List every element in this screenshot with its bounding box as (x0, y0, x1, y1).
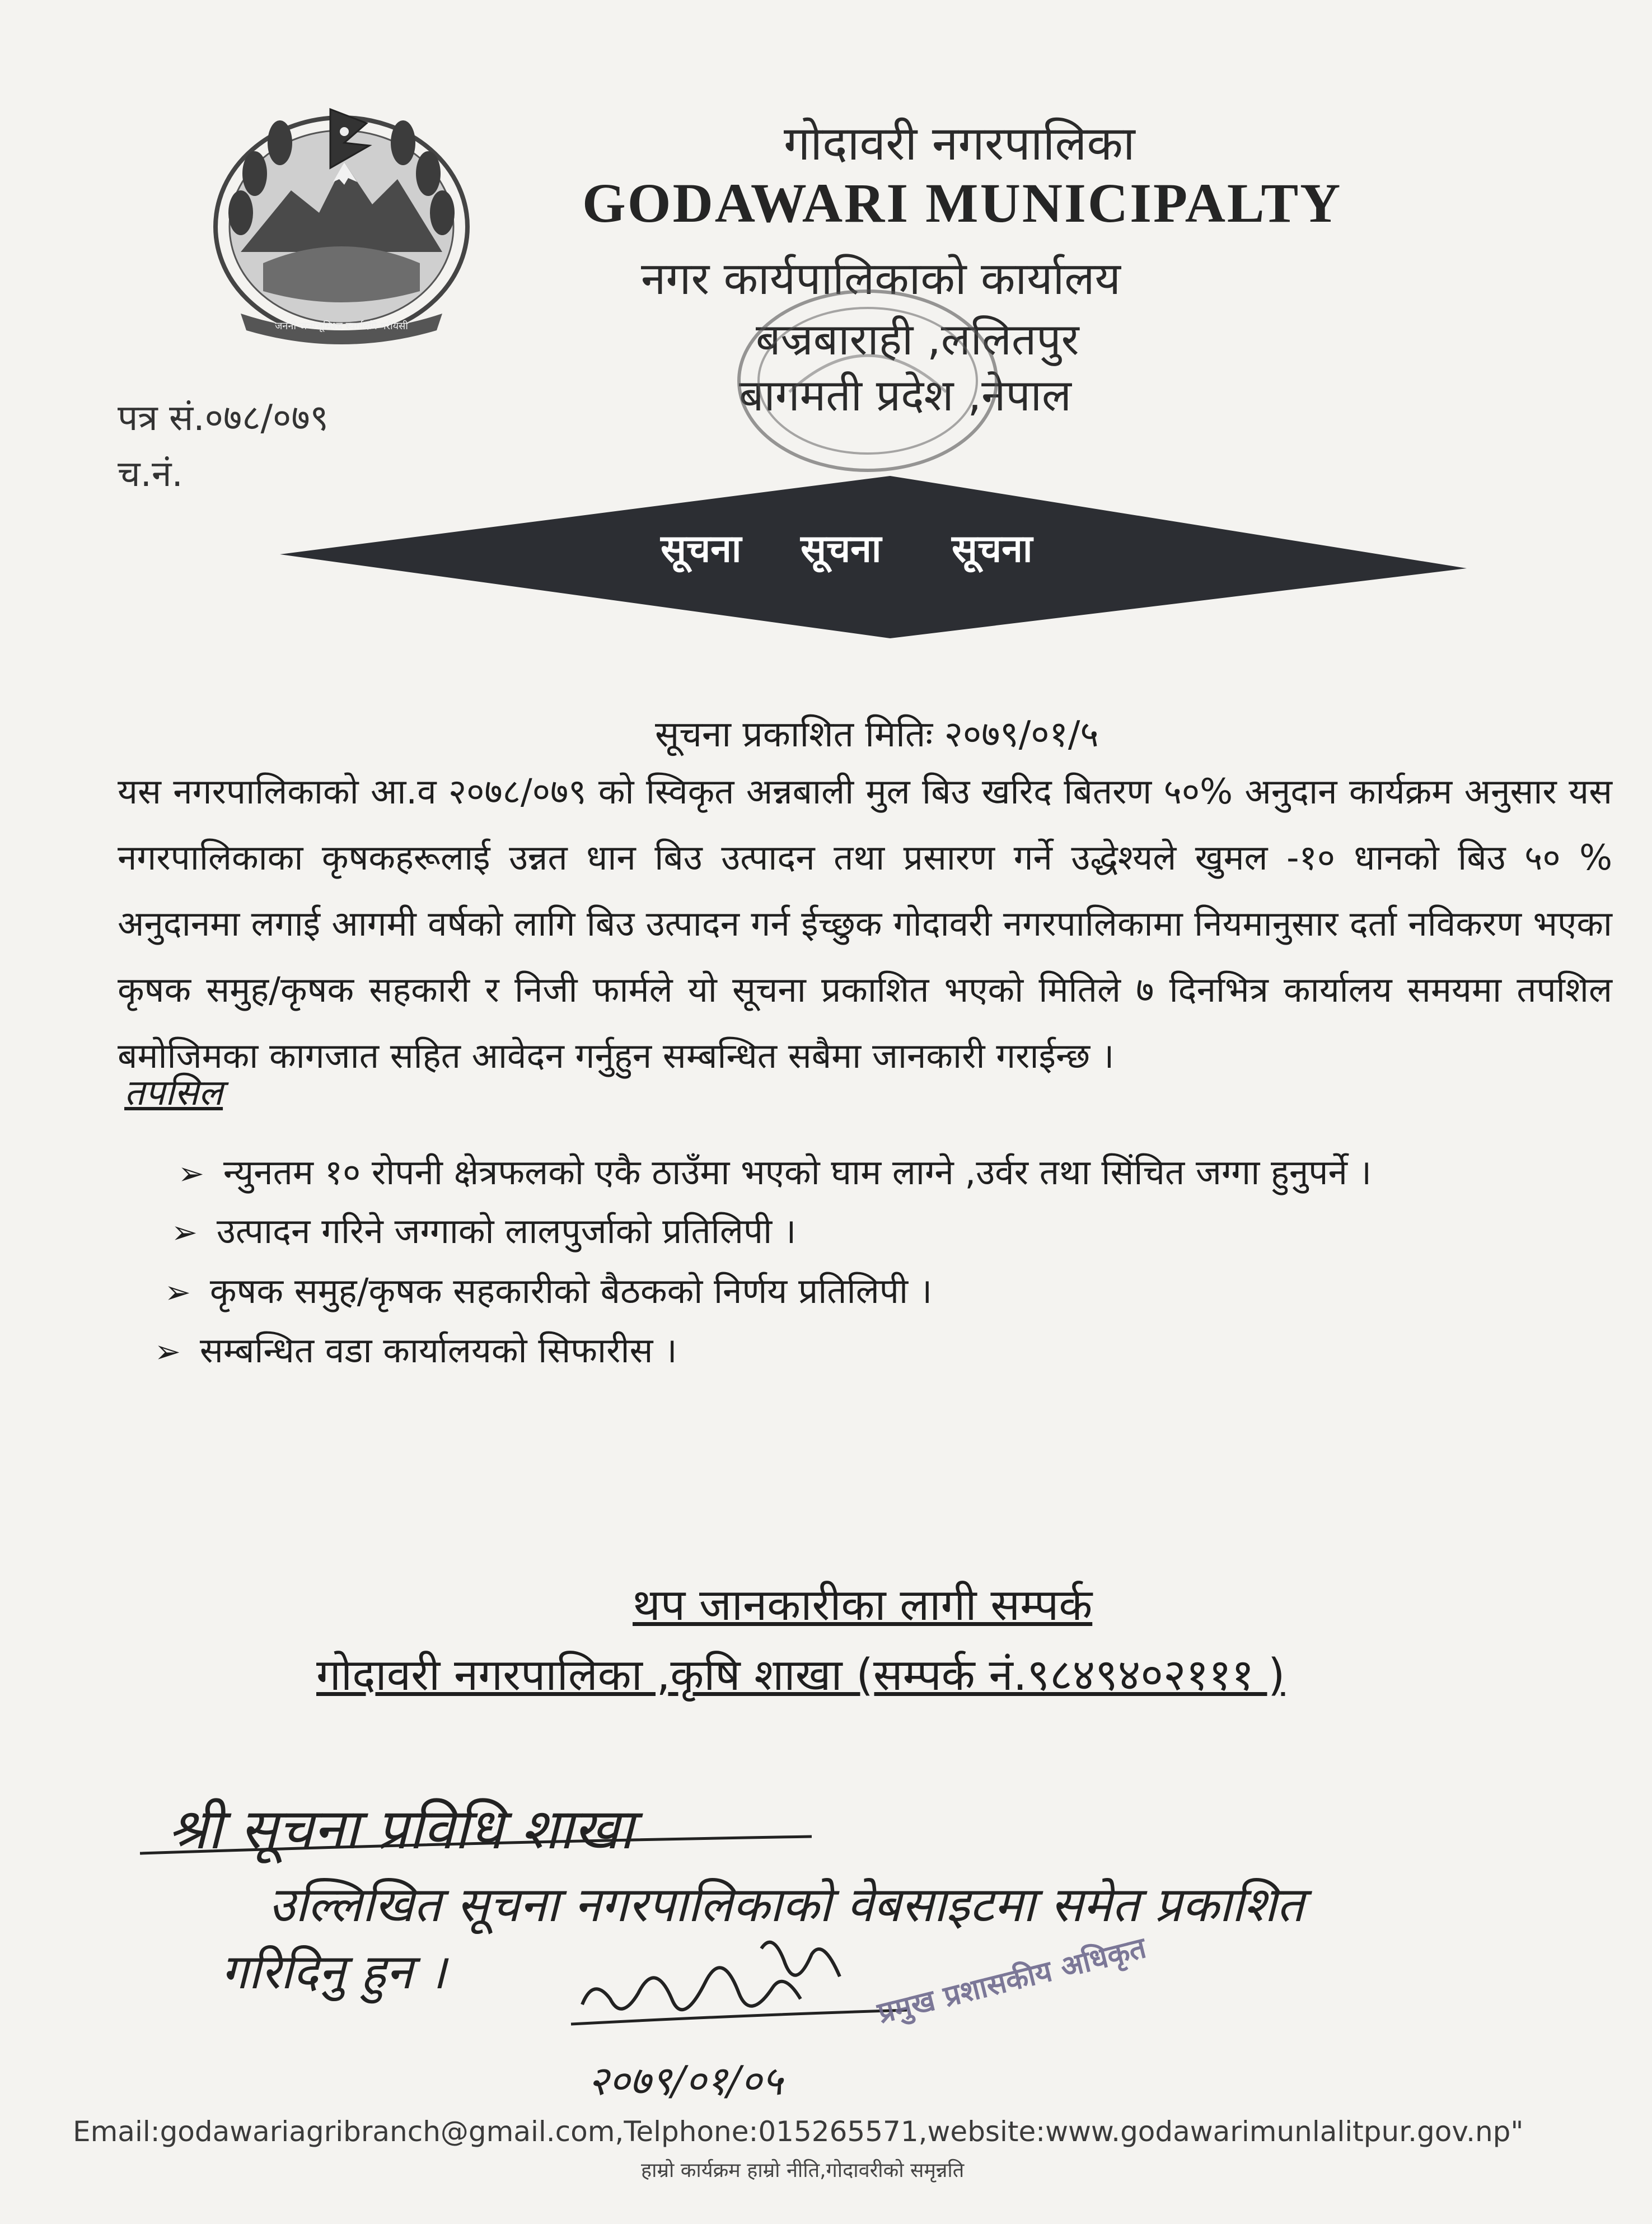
bullet-arrow-icon: ➢ (165, 1274, 191, 1311)
contact-line: गोदावरी नगरपालिका ,कृषि शाखा (सम्पर्क नं.९८४९४०२१११ ) (316, 1650, 1285, 1700)
list-item (165, 1267, 932, 1314)
office-province: बागमती प्रदेश ,नेपाल (739, 371, 1071, 421)
office-stamp-icon (722, 280, 1013, 482)
handwritten-instruction-end: गरिदिनु हुन । (221, 1944, 447, 2000)
municipality-name-english: GODAWARI MUNICIPALTY (582, 172, 1342, 234)
tapsil-heading: तपसिल (124, 1072, 223, 1114)
list-item (171, 1207, 796, 1254)
svg-text:जननी जन्मभूमिश्च स्वर्गादपि गर: जननी जन्मभूमिश्च स्वर्गादपि गरीयसी (275, 320, 408, 332)
dispatch-number: च.नं. (118, 454, 183, 495)
office-name: नगर कार्यपालिकाको कार्यालय (641, 253, 1121, 305)
list-item (178, 1148, 1372, 1195)
contact-title: थप जानकारीका लागी सम्पर्क (633, 1580, 1093, 1630)
bullet-arrow-icon: ➢ (178, 1156, 204, 1192)
footer-motto: हाम्रो कार्यक्रम हाम्रो नीति,गोदावरीको समृन्नति (641, 2159, 965, 2182)
banner-word: सूचना (952, 527, 1033, 571)
notice-body: यस नगरपालिकाको आ.व २०७८/०७९ को स्विकृत अन्नबाली मुल बिउ खरिद बितरण ५०% अनुदान कार्यक्रम अनुसार यस नगरपालिकाका कृषकहरूलाई उन्नत धान बिउ उत्पादन तथा प्रसारण गर्ने उद्धेश्यले खुमल -१० धानको बिउ ५० % अनुदानमा लगाई आगमी वर्षको लागि बिउ उत्पादन गर्न ईच्छुक गोदावरी नगरपालिकामा नियमानुसार दर्ता नविकरण भएका कृषक समुह/कृषक सहकारी र निजी फार्मले यो सूचना प्रकाशित भएको मितिले ७ दिनभित्र कार्यालय समयमा तपशिल बमोजिमका कागजात सहित आवेदन गर्नुहुन सम्बन्धित सबैमा जानकारी गराईन्छ । (118, 771, 1612, 1076)
banner-word: सूचना (661, 527, 742, 571)
letter-number: पत्र सं.०७८/०७९ (118, 398, 329, 439)
handwritten-addressee: श्री सूचना प्रविधि शाखा (168, 1796, 634, 1862)
officer-stamp: प्रमुख प्रशासकीय अधिकृत (874, 1931, 1150, 2030)
published-date: सूचना प्रकाशित मितिः २०७९/०१/५ (655, 714, 1099, 755)
list-item-text: न्युनतम १० रोपनी क्षेत्रफलको एकै ठाउँमा भएको घाम लाग्ने ,उर्वर तथा सिंचित जग्गा हुनुपर्ने । (223, 1152, 1372, 1193)
office-address: बज्रबाराही ,ललितपुर (756, 315, 1079, 365)
list-item-text: कृषक समुह/कृषक सहकारीको बैठकको निर्णय प्रतिलिपी । (209, 1270, 933, 1311)
banner-words (280, 521, 1467, 582)
list-item-text: उत्पादन गरिने जग्गाको लालपुर्जाको प्रतिलिपी । (216, 1211, 797, 1251)
municipality-name-nepali: गोदावरी नगरपालिका (784, 116, 1135, 171)
signature-date: २०७९/०१/०५ (588, 2057, 783, 2104)
list-item (155, 1326, 677, 1373)
banner-word: सूचना (801, 527, 882, 571)
bullet-arrow-icon: ➢ (171, 1214, 198, 1251)
list-item-text: सम्बन्धित वडा कार्यालयको सिफारीस । (199, 1330, 677, 1371)
handwritten-instruction: उल्लिखित सूचना नगरपालिकाको वेबसाइटमा समेत प्रकाशित (269, 1877, 1304, 1933)
handwritten-underline (140, 1831, 812, 1859)
footer-contact: Email:godawariagribranch@gmail.com,Telphone:015265571,website:www.godawarimunlalitpur.gov.np" (73, 2115, 1524, 2148)
bullet-arrow-icon: ➢ (155, 1334, 181, 1370)
government-emblem-icon (202, 84, 481, 347)
